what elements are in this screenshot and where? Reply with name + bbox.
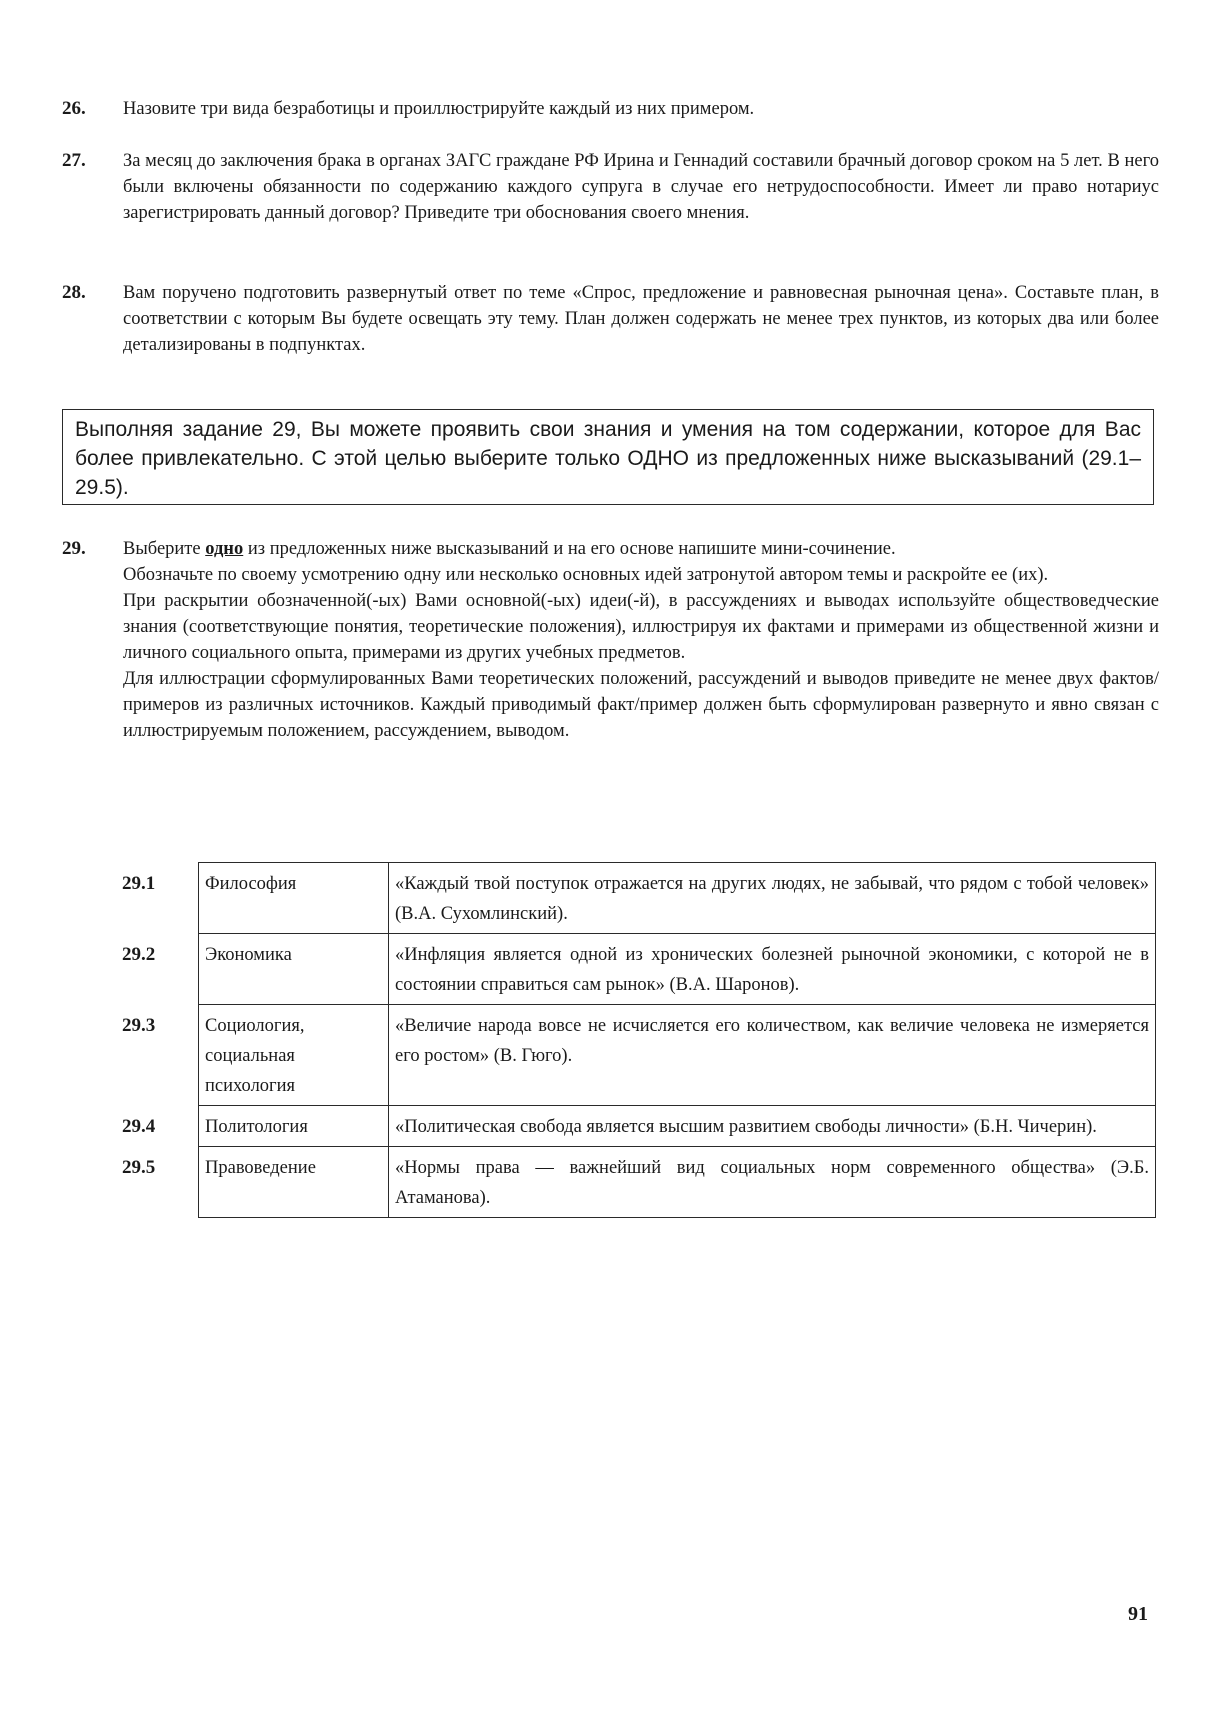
- emphasis-underlined: одно: [205, 539, 244, 559]
- task-text: Назовите три вида безработицы и проиллюстрируйте каждый из них примером.: [123, 99, 755, 119]
- task-29: [62, 536, 1162, 744]
- statement-row: [120, 863, 1156, 934]
- statement-code: 29.3: [122, 1014, 156, 1036]
- task-26: [62, 96, 1162, 122]
- instruction-text: Выполняя задание 29, Вы можете проявить свои знания и умения на том содержании, которое для Вас более привлекательно. С этой целью выберите только ОДНО из предложенных ниже высказываний (29.1–29.5).: [75, 418, 1141, 499]
- statement-row: [120, 1106, 1156, 1147]
- statement-code: 29.4: [122, 1115, 156, 1137]
- statement-row: [120, 1005, 1156, 1106]
- statements-table-body: [120, 863, 1156, 1218]
- statement-quote: «Инфляция является одной из хронических болезней рыночной экономики, с которой не в состоянии справиться сам рынок» (В.А. Шаронов).: [389, 934, 1156, 1005]
- statement-code: 29.2: [122, 943, 156, 965]
- statement-quote: «Политическая свобода является высшим развитием свободы личности» (Б.Н. Чичерин).: [389, 1106, 1156, 1147]
- task-number: 29.: [62, 538, 86, 559]
- statement-subject: Экономика: [199, 934, 389, 1005]
- statement-row: [120, 934, 1156, 1005]
- statement-subject: Философия: [199, 863, 389, 934]
- statements-table: [120, 862, 1156, 1218]
- task-28: [62, 280, 1162, 358]
- task-29-paragraph-1: Выберите одно из предложенных ниже высказываний и на его основе напишите мини-сочинение.: [123, 539, 896, 559]
- statement-quote: «Величие народа вовсе не исчисляется его количеством, как величие человека не измеряется его ростом» (В. Гюго).: [389, 1005, 1156, 1106]
- statement-quote: «Нормы права — важнейший вид социальных норм современного общества» (Э.Б. Атаманова).: [389, 1147, 1156, 1218]
- page-number: 91: [1128, 1603, 1148, 1625]
- instruction-box: [62, 409, 1154, 505]
- statement-subject: Правоведение: [199, 1147, 389, 1218]
- task-number: 26.: [62, 98, 86, 119]
- statement-row: [120, 1147, 1156, 1218]
- task-number: 28.: [62, 282, 86, 303]
- statement-subject: Социология, социальная психология: [199, 1005, 389, 1106]
- task-29-paragraph-3: При раскрытии обозначенной(-ых) Вами основной(-ых) идеи(-й), в рассуждениях и выводах используйте обществоведческие знания (соответствующие понятия, теоретические положения), иллюстрируя их фактами и примерами из общественной жизни и личного социального опыта, примерами из других учебных предметов.: [123, 591, 1159, 663]
- statement-code: 29.5: [122, 1156, 156, 1178]
- statement-quote: «Каждый твой поступок отражается на других людях, не забывай, что рядом с тобой человек» (В.А. Сухомлинский).: [389, 863, 1156, 934]
- task-27: [62, 148, 1162, 226]
- task-29-paragraph-2: Обозначьте по своему усмотрению одну или несколько основных идей затронутой автором темы и раскройте ее (их).: [123, 565, 1049, 585]
- task-text: Вам поручено подготовить развернутый ответ по теме «Спрос, предложение и равновесная рыночная цена». Составьте план, в соответствии с которым Вы будете освещать эту тему. План должен содержать не менее трех пунктов, из которых два или более детализированы в подпунктах.: [123, 283, 1159, 355]
- task-29-paragraph-4: Для иллюстрации сформулированных Вами теоретических положений, рассуждений и выводов приведите не менее двух фактов/примеров из различных источников. Каждый приводимый факт/пример должен быть сформулирован развернуто и явно связан с иллюстрируемым положением, рассуждением, выводом.: [123, 669, 1159, 741]
- statement-subject: Политология: [199, 1106, 389, 1147]
- task-number: 27.: [62, 150, 86, 171]
- task-text: За месяц до заключения брака в органах ЗАГС граждане РФ Ирина и Геннадий составили брачный договор сроком на 5 лет. В него были включены обязанности по содержанию каждого супруга в случае его нетрудоспособности. Имеет ли право нотариус зарегистрировать данный договор? Приведите три обоснования своего мнения.: [123, 151, 1159, 223]
- statement-code: 29.1: [122, 872, 156, 894]
